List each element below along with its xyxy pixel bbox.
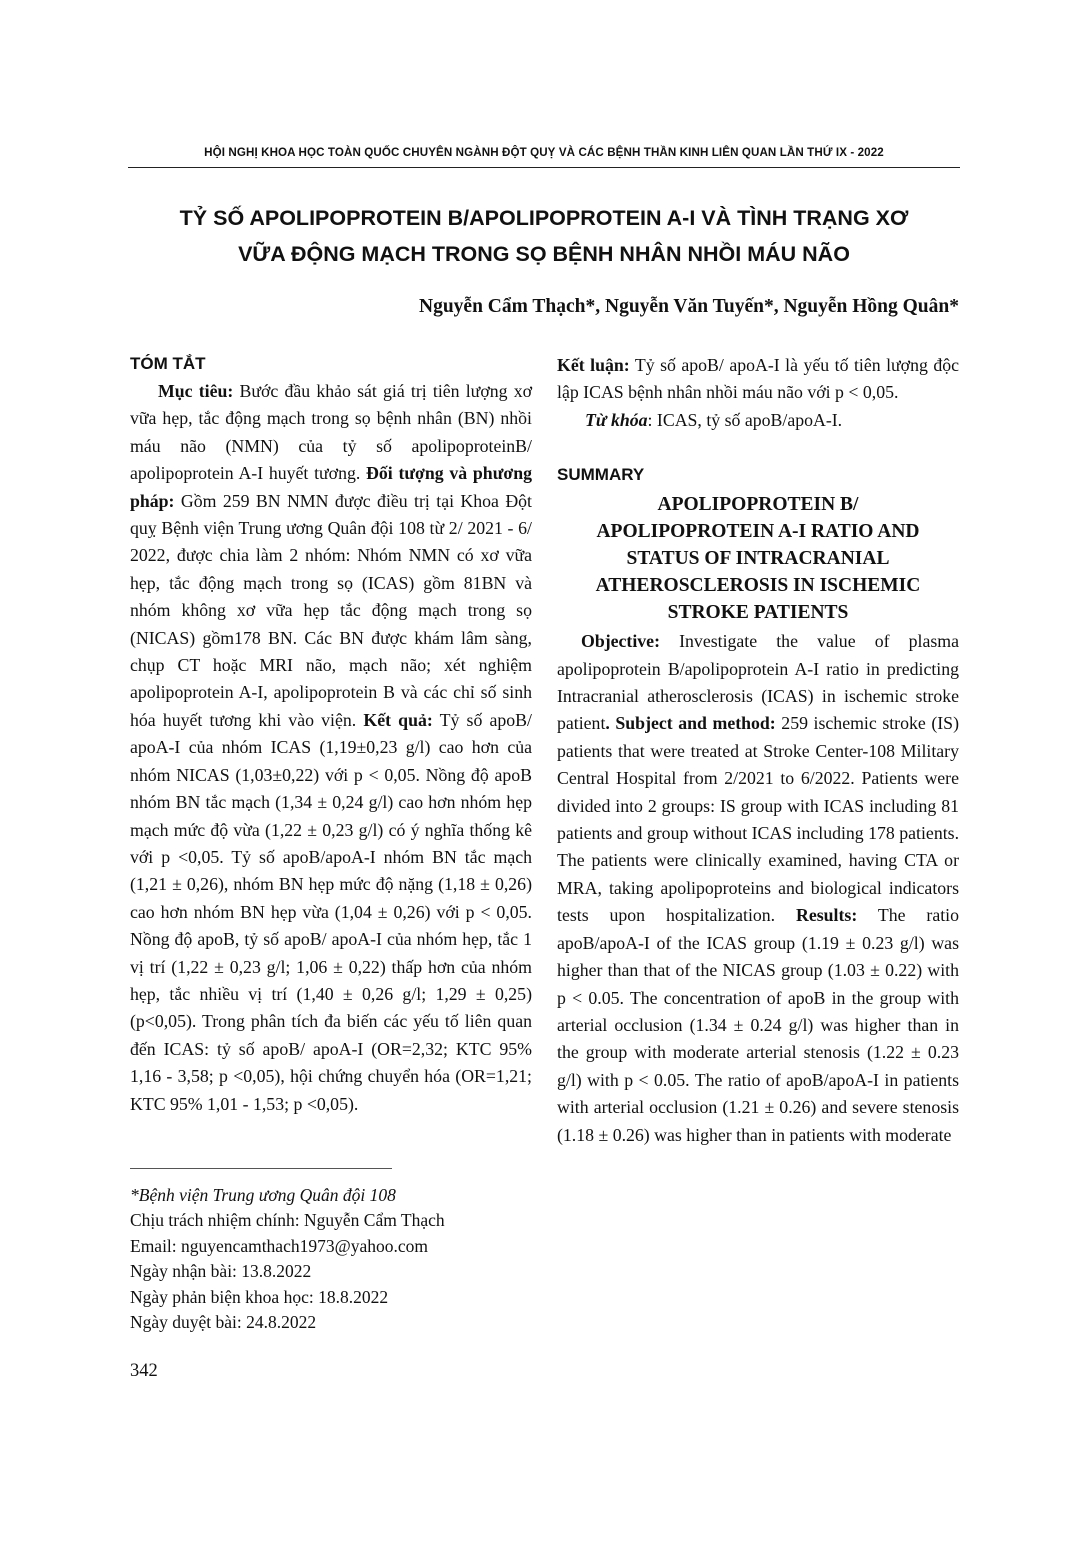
article-authors: Nguyễn Cẩm Thạch*, Nguyễn Văn Tuyến*, Nguyễn Hồng Quân* <box>418 296 959 317</box>
abstract-paragraph-vi <box>130 378 532 1118</box>
header-rule <box>128 167 960 168</box>
abstract-continuation-vi <box>557 352 959 407</box>
article-title-line-2: VỮA ĐỘNG MẠCH TRONG SỌ BỆNH NHÂN NHỒI MÁU NÃO <box>238 242 850 266</box>
received-date-note: Ngày nhận bài: 13.8.2022 <box>130 1261 312 1282</box>
article-title <box>128 200 960 272</box>
left-column <box>130 350 532 1118</box>
method-text-en: 259 ischemic stroke (IS) patients that were treated at Stroke Center-108 Military Central Hospital from 2/2021 to 6/2022. Patients were divided into 2 groups: IS group with ICAS including 81 patients and group without ICAS including 178 patients. The patients were clinically examined, having CTA or MRA, taking apolipoproteins and biological indicators tests upon hospitalization. <box>557 713 960 926</box>
summary-title-line: APOLIPOPROTEIN A-I RATIO AND <box>596 521 920 543</box>
affiliation-note: *Bệnh viện Trung ương Quân đội 108 <box>130 1185 396 1205</box>
conclusion-label-vi: Kết luận: <box>557 355 630 375</box>
summary-title-line: STATUS OF INTRACRANIAL <box>626 548 890 570</box>
email-note: Email: nguyencamthach1973@yahoo.com <box>130 1235 428 1256</box>
method-label-vi: Đối tượng và phương pháp: <box>130 463 532 511</box>
results-label-vi: Kết quả: <box>363 709 433 730</box>
abstract-heading-vi: TÓM TẮT <box>130 354 206 373</box>
page-number: 342 <box>130 1361 158 1381</box>
method-text-vi: Gồm 259 BN NMN được điều trị tại Khoa Đột quỵ Bệnh viện Trung ương Quân đội 108 từ 2/ 2021 - 6/ 2022, được chia làm 2 nhóm: Nhóm NMN có xơ vữa hẹp, tắc động mạch trong sọ (ICAS) gồm 81BN và nhóm không xơ vữa hẹp tắc động mạch trong sọ (NICAS) gồm178 BN. Các BN được khám lâm sàng, chụp CT hoặc MRI não, mạch não; xét nghiệm apolipoprotein A-I, apolipoprotein B và các chỉ số sinh hóa huyết tương khi vào viện. <box>130 490 532 730</box>
method-label-en: . Subject and method: <box>605 713 776 734</box>
conclusion-text-vi: Tỷ số apoB/ apoA-I là yếu tố tiên lượng độc lập ICAS bệnh nhân nhồi máu não với p < 0,05. <box>557 355 960 403</box>
corresponding-author-note: Chịu trách nhiệm chính: Nguyễn Cẩm Thạch <box>130 1210 445 1231</box>
objective-text-vi: Bước đầu khảo sát giá trị tiên lượng xơ vữa hẹp, tắc động mạch trong sọ bệnh nhân (BN) nhồi máu não (NMN) của tỷ số apolipoproteinB/ apolipoprotein A-I huyết tương. <box>130 381 532 484</box>
results-label-en: Results: <box>796 905 858 926</box>
accepted-date-note: Ngày duyệt bài: 24.8.2022 <box>130 1312 317 1333</box>
summary-title-line: STROKE PATIENTS <box>667 602 849 624</box>
summary-title-line: ATHEROSCLEROSIS IN ISCHEMIC <box>595 575 921 597</box>
summary-paragraph-en <box>557 628 959 1149</box>
keywords-vi <box>557 407 959 434</box>
summary-title-line: APOLIPOPROTEIN B/ <box>657 494 859 516</box>
results-text-vi: Tỷ số apoB/ apoA-I của nhóm ICAS (1,19±0,23 g/l) cao hơn của nhóm NICAS (1,03±0,22) với p < 0,05. Nồng độ apoB nhóm BN tắc mạch (1,34 ± 0,24 g/l) cao hơn nhóm hẹp mạch mức độ vừa (1,22 ± 0,23 g/l) có ý nghĩa thống kê với p <0,05. Tỷ số apoB/apoA-I nhóm BN tắc mạch (1,21 ± 0,26), nhóm BN hẹp mức độ nặng (1,18 ± 0,26) cao hơn nhóm BN hẹp vừa (1,04 ± 0,26) với p < 0,05. Nồng độ apoB, tỷ số apoB/ apoA-I của nhóm hẹp, tắc 1 vị trí (1,22 ± 0,23 g/l; 1,06 ± 0,22) thấp hơn của nhóm hẹp, tắc nhiều vị trí (1,40 ± 0,26 g/l; 1,29 ± 0,25) (p<0,05). Trong phân tích đa biến các yếu tố liên quan đến ICAS: tỷ số apoB/ apoA-I (OR=2,32; KTC 95% 1,16 - 3,58; p <0,05), hội chứng chuyển hóa (OR=1,21; KTC 95% 1,01 - 1,53; p <0,05). <box>130 709 532 1114</box>
objective-text-en: Investigate the value of plasma apolipoprotein B/apolipoprotein A-I ratio in predicting Intracranial atherosclerosis (ICAS) in ischemic stroke patient <box>557 631 959 734</box>
footnote-rule <box>130 1168 392 1169</box>
right-column <box>557 352 959 1149</box>
reviewed-date-note: Ngày phản biện khoa học: 18.8.2022 <box>130 1286 389 1307</box>
objective-label-vi: Mục tiêu: <box>158 381 234 401</box>
footnotes <box>130 1183 550 1335</box>
keywords-label: Từ khóa <box>585 409 648 430</box>
keywords-text: : ICAS, tỷ số apoB/apoA-I. <box>647 409 843 430</box>
summary-heading: SUMMARY <box>557 465 645 485</box>
results-text-en: The ratio apoB/apoA-I of the ICAS group (1.19 ± 0.23 g/l) was higher than that of the NICAS group (1.03 ± 0.22) with p < 0.05. The concentration of apoB in the group with arterial occlusion (1.34 ± 0.24 g/l) was higher than in the group with moderate arterial stenosis (1.22 ± 0.23 g/l) with p < 0.05. The ratio of apoB/apoA-I in patients with arterial occlusion (1.21 ± 0.26) and severe stenosis (1.18 ± 0.26) was higher than in patients with moderate <box>557 905 959 1145</box>
objective-label-en: Objective: <box>581 631 660 652</box>
running-header: HỘI NGHỊ KHOA HỌC TOÀN QUỐC CHUYÊN NGÀNH ĐỘT QUỴ VÀ CÁC BỆNH THẦN KINH LIÊN QUAN LẦN THỨ IX - 2022 <box>204 146 884 159</box>
summary-title <box>557 491 959 626</box>
article-title-line-1: TỶ SỐ APOLIPOPROTEIN B/APOLIPOPROTEIN A-I VÀ TÌNH TRẠNG XƠ <box>179 206 909 230</box>
